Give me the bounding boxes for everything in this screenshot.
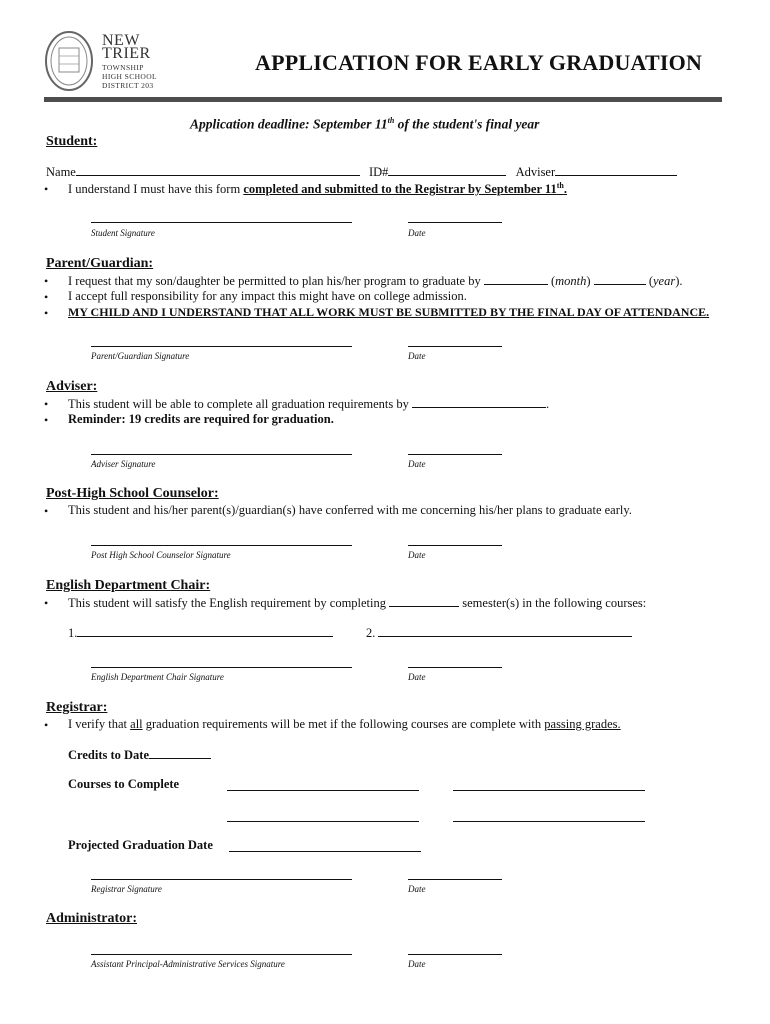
counselor-heading: Post-High School Counselor: (46, 486, 219, 501)
header-rule (44, 97, 722, 102)
counselor-date-line[interactable] (408, 545, 502, 546)
credits-label: Credits to Date (68, 748, 149, 762)
english-bullet1-suffix: semester(s) in the following courses: (459, 596, 647, 610)
english-course-1-field[interactable] (77, 625, 333, 637)
adviser-bullet-1: This student will be able to complete all graduation requirements by . (68, 397, 550, 411)
semesters-field[interactable] (389, 595, 459, 607)
adviser-bullet-2: Reminder: 19 credits are required for graduation. (68, 412, 334, 426)
english-bullet-1 (68, 595, 646, 611)
school-seal-icon (44, 30, 94, 92)
parent-signature-label: Parent/Guardian Signature (91, 351, 190, 361)
name-field[interactable] (76, 164, 360, 176)
logo-name-line1: NEW (102, 32, 140, 49)
counselor-bullet-1: This student and his/her parent(s)/guardian(s) have conferred with me concerning his/her plans to graduate early. (68, 503, 632, 517)
id-field[interactable] (388, 164, 506, 176)
school-logo (44, 30, 169, 100)
english-date-line[interactable] (408, 667, 502, 668)
course1-label: 1. (68, 626, 78, 640)
parent-month-label: month (555, 274, 587, 288)
parent-bullet-3: MY CHILD AND I UNDERSTAND THAT ALL WORK MUST BE SUBMITTED BY THE FINAL DAY OF ATTENDANCE. (68, 305, 710, 319)
administrator-signature-label: Assistant Principal-Administrative Services Signature (91, 959, 285, 969)
administrator-heading: Administrator: (46, 911, 137, 926)
deadline-suffix: of the student's final year (394, 116, 540, 132)
completion-date-field[interactable] (412, 396, 546, 408)
bullet-icon: • (44, 274, 49, 288)
registrar-bullet1-passing: passing grades. (544, 717, 621, 731)
course-to-complete-1-field[interactable] (227, 790, 419, 791)
course-to-complete-4-field[interactable] (453, 821, 645, 822)
parent-heading: Parent/Guardian: (46, 256, 154, 271)
adviser-date-label: Date (408, 459, 426, 469)
registrar-bullet1-a: I verify that (68, 717, 131, 731)
student-signature-label: Student Signature (91, 228, 155, 238)
bullet-icon: • (44, 290, 49, 304)
bullet-icon: • (44, 596, 49, 610)
registrar-date-label: Date (408, 884, 426, 894)
student-bullet-sup: th (556, 181, 564, 190)
credits-to-date-field[interactable] (149, 747, 211, 759)
student-heading: Student: (46, 134, 98, 149)
bullet-icon: • (44, 413, 49, 427)
logo-sub-line3: DISTRICT 203 (102, 81, 154, 90)
english-date-label: Date (408, 672, 426, 682)
bullet-icon: • (44, 306, 49, 320)
credits-to-date-row (68, 747, 211, 763)
english-bullet1-prefix: This student will satisfy the English requirement by completing (68, 596, 390, 610)
registrar-bullet1-all: all (130, 717, 143, 731)
page-title: APPLICATION FOR EARLY GRADUATION (255, 50, 703, 75)
registrar-signature-line[interactable] (91, 879, 352, 880)
course-to-complete-3-field[interactable] (227, 821, 419, 822)
student-bullet-prefix: I understand I must have this form (68, 182, 244, 197)
english-course-2-field[interactable] (378, 625, 632, 637)
english-signature-line[interactable] (91, 667, 352, 668)
parent-bullet-1: I request that my son/daughter be permitted to plan his/her program to graduate by (month) (year). (68, 274, 683, 288)
registrar-bullet1-b: graduation requirements will be met if the following courses are complete with (142, 717, 545, 731)
courses-to-complete-label: Courses to Complete (68, 777, 180, 791)
english-course-1 (68, 625, 333, 641)
logo-sub-line2: HIGH SCHOOL (102, 72, 158, 81)
course2-label: 2. (366, 626, 376, 640)
student-date-label: Date (408, 228, 426, 238)
projected-graduation-label: Projected Graduation Date (68, 838, 213, 852)
adviser-label: Adviser (515, 165, 556, 179)
logo-subtitle (102, 63, 157, 90)
course-to-complete-2-field[interactable] (453, 790, 645, 791)
adviser-signature-label: Adviser Signature (91, 459, 156, 469)
student-bullet-emphasis (243, 182, 567, 196)
registrar-bullet-1 (68, 717, 621, 732)
student-date-line[interactable] (408, 222, 502, 223)
adviser-signature-line[interactable] (91, 454, 352, 455)
bullet-icon: • (44, 504, 49, 518)
deadline-sup: th (387, 116, 395, 125)
student-bullet (68, 181, 567, 197)
parent-bullet-2: I accept full responsibility for any impact this might have on college admission. (68, 289, 467, 303)
projected-graduation-date-field[interactable] (229, 851, 421, 852)
bullet-icon: • (44, 182, 49, 196)
registrar-signature-label: Registrar Signature (91, 884, 162, 894)
logo-name (102, 34, 151, 60)
deadline-prefix: Application deadline: September 11 (190, 116, 388, 132)
administrator-date-line[interactable] (408, 954, 502, 955)
counselor-signature-line[interactable] (91, 545, 352, 546)
administrator-signature-line[interactable] (91, 954, 352, 955)
name-label: Name (46, 165, 76, 179)
parent-signature-line[interactable] (91, 346, 352, 347)
adviser-date-line[interactable] (408, 454, 502, 455)
adviser-bullet1-text: This student will be able to complete all graduation requirements by (68, 397, 413, 411)
logo-sub-line1: TOWNSHIP (102, 63, 144, 72)
grad-year-field[interactable] (594, 273, 646, 285)
student-bullet-end: . (563, 182, 567, 197)
parent-date-line[interactable] (408, 346, 502, 347)
adviser-heading: Adviser: (46, 379, 98, 394)
logo-name-line2: TRIER (102, 45, 151, 62)
parent-date-label: Date (408, 351, 426, 361)
counselor-date-label: Date (408, 550, 426, 560)
student-info-row (46, 164, 677, 180)
student-signature-line[interactable] (91, 222, 352, 223)
id-label: ID# (368, 165, 389, 179)
bullet-icon: • (44, 397, 49, 411)
grad-month-field[interactable] (484, 273, 548, 285)
registrar-date-line[interactable] (408, 879, 502, 880)
english-heading: English Department Chair: (46, 578, 211, 593)
counselor-signature-label: Post High School Counselor Signature (91, 550, 231, 560)
english-course-2 (366, 625, 632, 641)
registrar-heading: Registrar: (46, 700, 108, 715)
parent-bullet1-prefix: I request that my son/daughter be permitted to plan his/her program to graduate by (68, 274, 484, 288)
student-bullet-emphasis-text: completed and submitted to the Registrar by September 11 (243, 182, 557, 197)
application-deadline (190, 116, 539, 133)
parent-year-label: year (653, 274, 676, 288)
adviser-field[interactable] (555, 164, 677, 176)
bullet-icon: • (44, 718, 49, 732)
english-signature-label: English Department Chair Signature (91, 672, 224, 682)
administrator-date-label: Date (408, 959, 426, 969)
